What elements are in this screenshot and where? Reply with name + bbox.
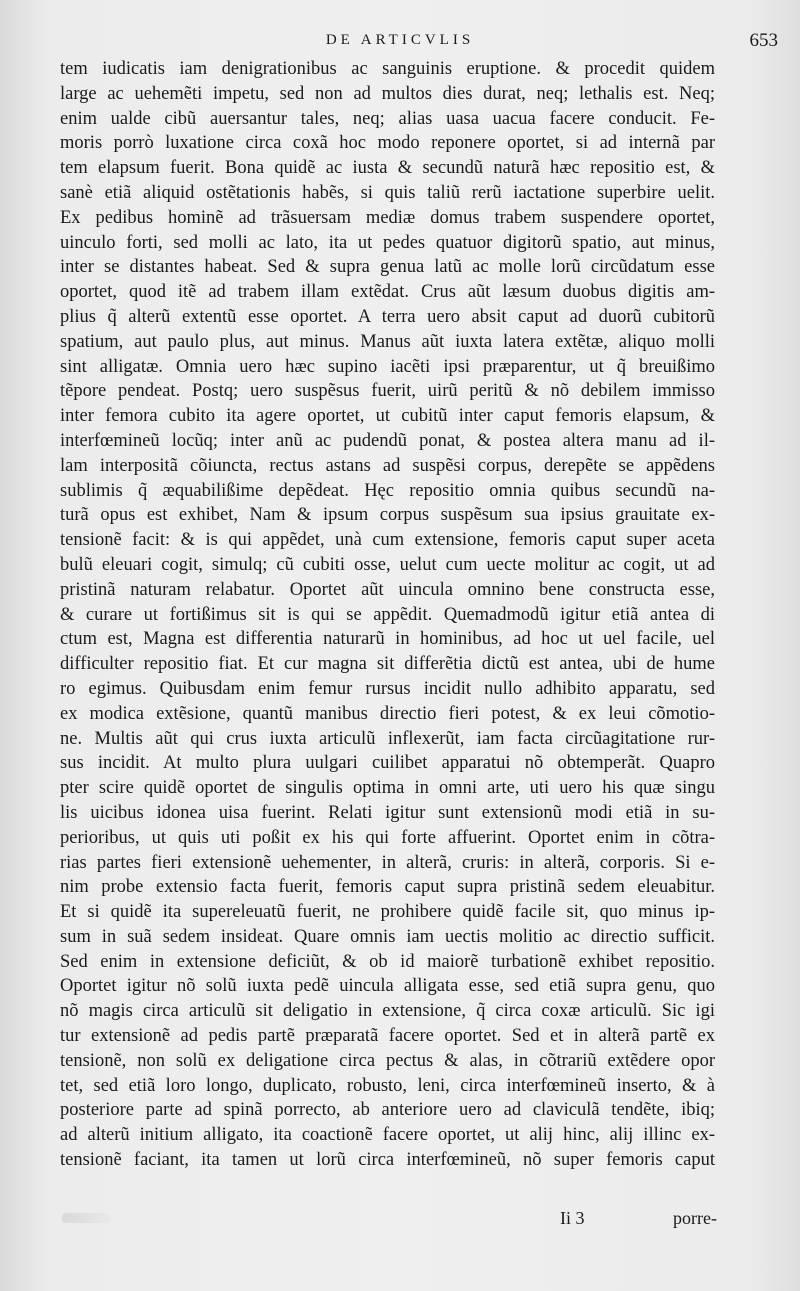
text-line: sublimis q̃ æquabilißime depẽdeat. Hęc repositio omnia quibus secundũ na- [60, 480, 715, 501]
text-line: ro egimus. Quibusdam enim femur rursus incidit nullo adhibito apparatu, sed [60, 678, 715, 699]
text-line: lam interpositã cõiuncta, rectus astans ad suspẽsi corpus, derepẽte se appẽdens [60, 455, 715, 476]
text-line: Ex pedibus hominẽ ad trãsuersam mediæ domus trabem suspendere oportet, [60, 207, 715, 228]
signature-mark: Ii 3 [560, 1208, 585, 1228]
text-line: nim probe extensio facta fuerit, femoris caput supra pristinã sedem eleuabitur. [60, 877, 715, 898]
text-line: posteriore parte ad spinã porrecto, ab anteriore uero ad claviculã tendẽte, ibiq; [60, 1100, 715, 1121]
text-line: sus incidit. At multo plura uulgari cuilibet apparatui nõ obtemperãt. Quapro [60, 753, 715, 774]
text-line: pter scire quidẽ oportet de singulis optima in omni arte, uti uero his quæ singu [60, 778, 715, 799]
text-line: Et si quidẽ ita supereleuatũ fuerit, ne prohibere quidẽ facile sit, quo minus ip- [60, 902, 715, 923]
text-line: tensionẽ facit: & is qui appẽdet, unà cum extensione, femoris caput super aceta [60, 530, 715, 551]
text-line: sanè etiã aliquid ostẽtationis habẽs, si quis taliũ rerũ iactatione superbire uelit. [60, 182, 715, 203]
text-line: ne. Multis aũt qui crus iuxta articulũ inflexerũt, iam facta circũagitatione rur- [60, 728, 715, 749]
text-line: bulũ eleuari cogit, simulq; cũ cubiti osse, uelut cum uecte molitur ac cogit, ut ad [60, 554, 715, 575]
text-line: nõ magis circa articulũ sit deligatio in extensione, q̃ circa coxæ articulũ. Sic igi [60, 1001, 715, 1022]
text-line: turã opus est exhibet, Nam & ipsum corpus suspẽsum sua ipsius grauitate ex- [60, 505, 715, 526]
text-line: tem iudicatis iam denigrationibus ac sanguinis eruptione. & procedit quidem [60, 59, 715, 79]
text-line: tensionẽ, non solũ ex deligatione circa pectus & alas, in cõtrariũ extẽdere opor [60, 1050, 715, 1071]
body-text [60, 57, 715, 1173]
text-line: tem elapsum fuerit. Bona quidẽ ac iusta & secundũ naturã hæc repositio est, & [60, 158, 715, 179]
running-head: DE ARTICVLIS [325, 32, 475, 48]
text-line: large ac uehemẽti impetu, sed non ad multos dies durat, neq; lethalis est. Neq; [60, 83, 715, 104]
text-line: spatium, aut paulo plus, aut minus. Manus aũt iuxta latera extẽtæ, aliquo molli [60, 331, 715, 352]
text-line: plius q̃ alterũ extentũ esse oportet. A terra uero absit caput ad duorũ cubitorũ [60, 306, 715, 327]
text-line: Oportet igitur nõ solũ iuxta pedẽ uincula alligata esse, sed etiã supra genu, quo [60, 976, 715, 997]
text-line: lis uicibus idonea uisa fuerint. Relati igitur sunt extensionũ modi etiã in su- [60, 802, 715, 823]
footer-line [560, 1208, 717, 1229]
text-line: sint alligatæ. Omnia uero hæc supino iacẽti ipsi præparentur, ut q̃ breuißimo [60, 356, 715, 377]
catchword: porre- [673, 1208, 717, 1228]
text-line: ex modica extẽsione, quantũ manibus directio fieri potest, & ex leui cõmotio- [60, 703, 715, 724]
text-line: inter femora cubito ita agere oportet, ut cubitũ inter caput femoris elapsum, & [60, 406, 715, 427]
text-line: tur extensionẽ ad pedis partẽ præparatã facere oportet. Sed et in alterã partẽ ex [60, 1026, 715, 1047]
text-line: & curare ut fortißimus sit is qui se appẽdit. Quemadmodũ igitur etiã antea di [60, 604, 715, 625]
page-number: 653 [749, 30, 778, 51]
text-line: tet, sed etiã loro longo, duplicato, robusto, leni, circa interfœmineũ inserto, & à [60, 1075, 715, 1096]
text-line: difficulter repositio fiat. Et cur magna sit differẽtia dictũ est antea, ubi de hume [60, 654, 715, 675]
text-line: moris porrò luxatione circa coxã hoc modo reponere oportet, si ad internã par [60, 133, 715, 154]
text-line: sum in suã sedem insideat. Quare omnis iam uectis molitio ac directio sufficit. [60, 926, 715, 947]
text-line: tẽpore pendeat. Postq; uero suspẽsus fuerit, uirũ peritũ & nõ debilem immisso [60, 381, 715, 402]
text-line: Sed enim in extensione deficiũt, & ob id maiorẽ turbationẽ exhibet repositio. [60, 951, 715, 972]
text-line: inter se distantes habeat. Sed & supra genua latũ ac molle lorũ circũdatum esse [60, 257, 715, 278]
text-line: pristinã naturam relabatur. Oportet aũt uincula omnino bene constructa esse, [60, 579, 715, 600]
text-line: ad alterũ initium alligato, ita coactionẽ facere oportet, ut alij hinc, alij illinc ex- [60, 1125, 715, 1146]
text-line: enim ualde cibũ auersantur tales, neq; alias uasa uacua facere conducit. Fe- [60, 108, 715, 129]
text-line: ctum est, Magna est differentia naturarũ in hominibus, ad hoc ut uel facile, uel [60, 629, 715, 650]
text-line: uinculo forti, sed molli ac lato, ita ut pedes quatuor digitorũ spatio, aut minus, [60, 232, 715, 253]
text-line: rias partes fieri extensionẽ uehementer, in alterã, cruris: in alterã, corporis. Si e- [60, 852, 715, 873]
text-line: interfœmineũ locũq; inter anũ ac pudendũ ponat, & postea altera manu ad il- [60, 430, 715, 451]
text-line: oportet, quod itẽ ad trabem illam extẽdat. Crus aũt læsum duobus digitis am- [60, 282, 715, 303]
text-line: perioribus, ut quis uti poßit ex his qui forte affuerint. Oportet enim in cõtra- [60, 827, 715, 848]
text-line: tensionẽ faciant, ita tamen ut lorũ circa interfœmineũ, nõ super femoris caput [60, 1150, 715, 1171]
show-through-mark [62, 1213, 110, 1223]
